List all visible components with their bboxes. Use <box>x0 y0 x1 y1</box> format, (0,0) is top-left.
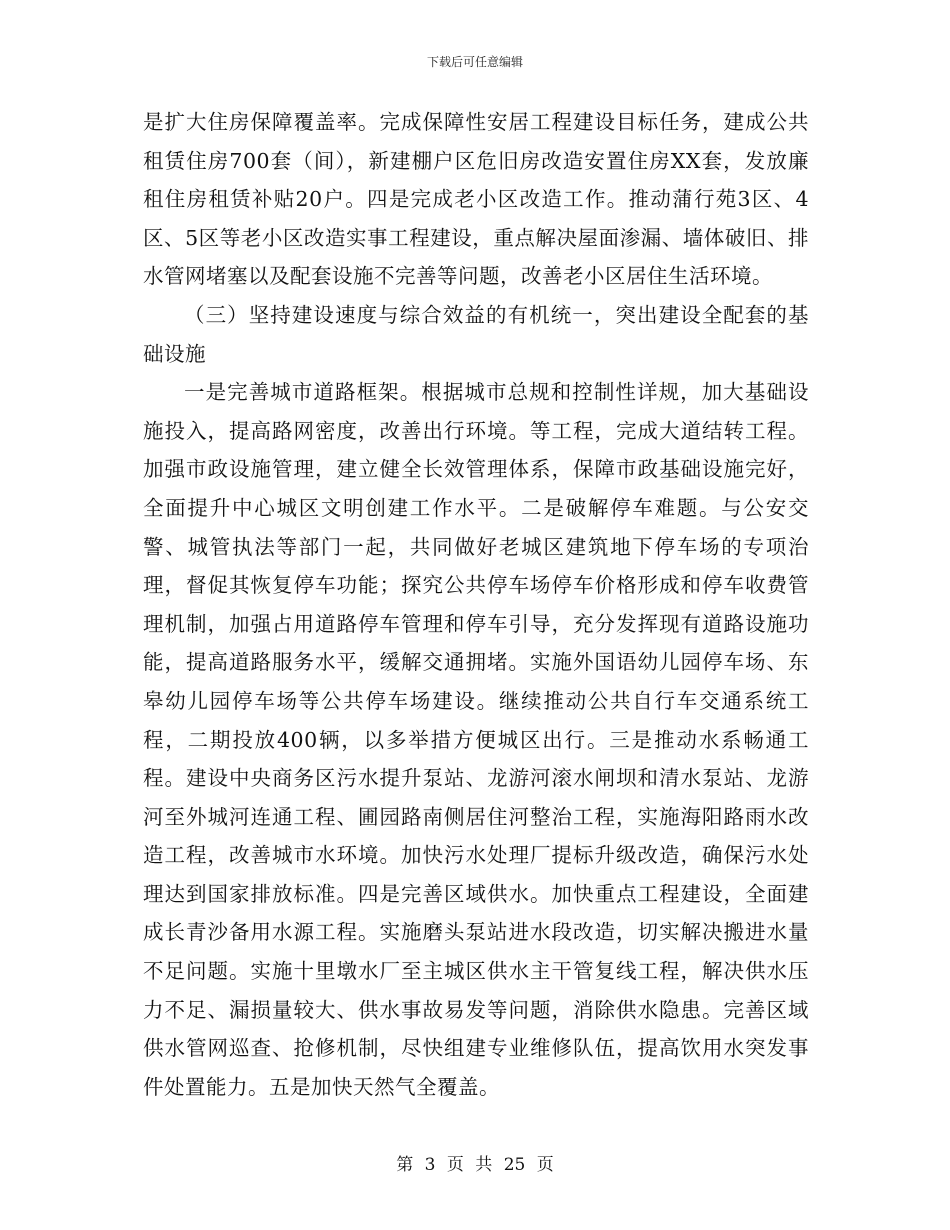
paragraph-housing: 是扩大住房保障覆盖率。完成保障性安居工程建设目标任务，建成公共租赁住房700套（间），新建棚户区危旧房改造安置住房XX套，发放廉租住房租赁补贴20户。四是完成老小区改造工作。推动蒲行苑3区、4区、5区等老小区改造实事工程建设，重点解决屋面渗漏、墙体破旧、排水管网堵塞以及配套设施不完善等问题，改善老小区居住生活环境。 <box>143 110 809 289</box>
section-heading: （三）坚持建设速度与综合效益的有机统一，突出建设全配套的基础设施 <box>143 302 809 366</box>
page-header: 下载后可任意编辑 <box>426 55 523 69</box>
page-number: 第 3 页 共 25 页 <box>396 1155 554 1175</box>
document-body <box>143 103 809 1106</box>
paragraph-infrastructure: 一是完善城市道路框架。根据城市总规和控制性详规，加大基础设施投入，提高路网密度，改善出行环境。等工程，完成大道结转工程。加强市政设施管理，建立健全长效管理体系，保障市政基础设施完好，全面提升中心城区文明创建工作水平。二是破解停车难题。与公安交警、城管执法等部门一起，共同做好老城区建筑地下停车场的专项治理，督促其恢复停车功能；探究公共停车场停车价格形成和停车收费管理机制，加强占用道路停车管理和停车引导，充分发挥现有道路设施功能，提高道路服务水平，缓解交通拥堵。实施外国语幼儿园停车场、东皋幼儿园停车场等公共停车场建设。继续推动公共自行车交通系统工程，二期投放400辆，以多举措方便城区出行。三是推动水系畅通工程。建设中央商务区污水提升泵站、龙游河滚水闸坝和清水泵站、龙游河至外城河连通工程、圃园路南侧居住河整治工程，实施海阳路雨水改造工程，改善城市水环境。加快污水处理厂提标升级改造，确保污水处理达到国家排放标准。四是完善区域供水。加快重点工程建设，全面建成长青沙备用水源工程。实施磨头泵站进水段改造，切实解决搬进水量不足问题。实施十里墩水厂至主城区供水主干管复线工程，解决供水压力不足、漏损量较大、供水事故易发等问题，消除供水隐患。完善区域供水管网巡查、抢修机制，尽快组建专业维修队伍，提高饮用水突发事件处置能力。五是加快天然气全覆盖。 <box>143 380 809 1099</box>
